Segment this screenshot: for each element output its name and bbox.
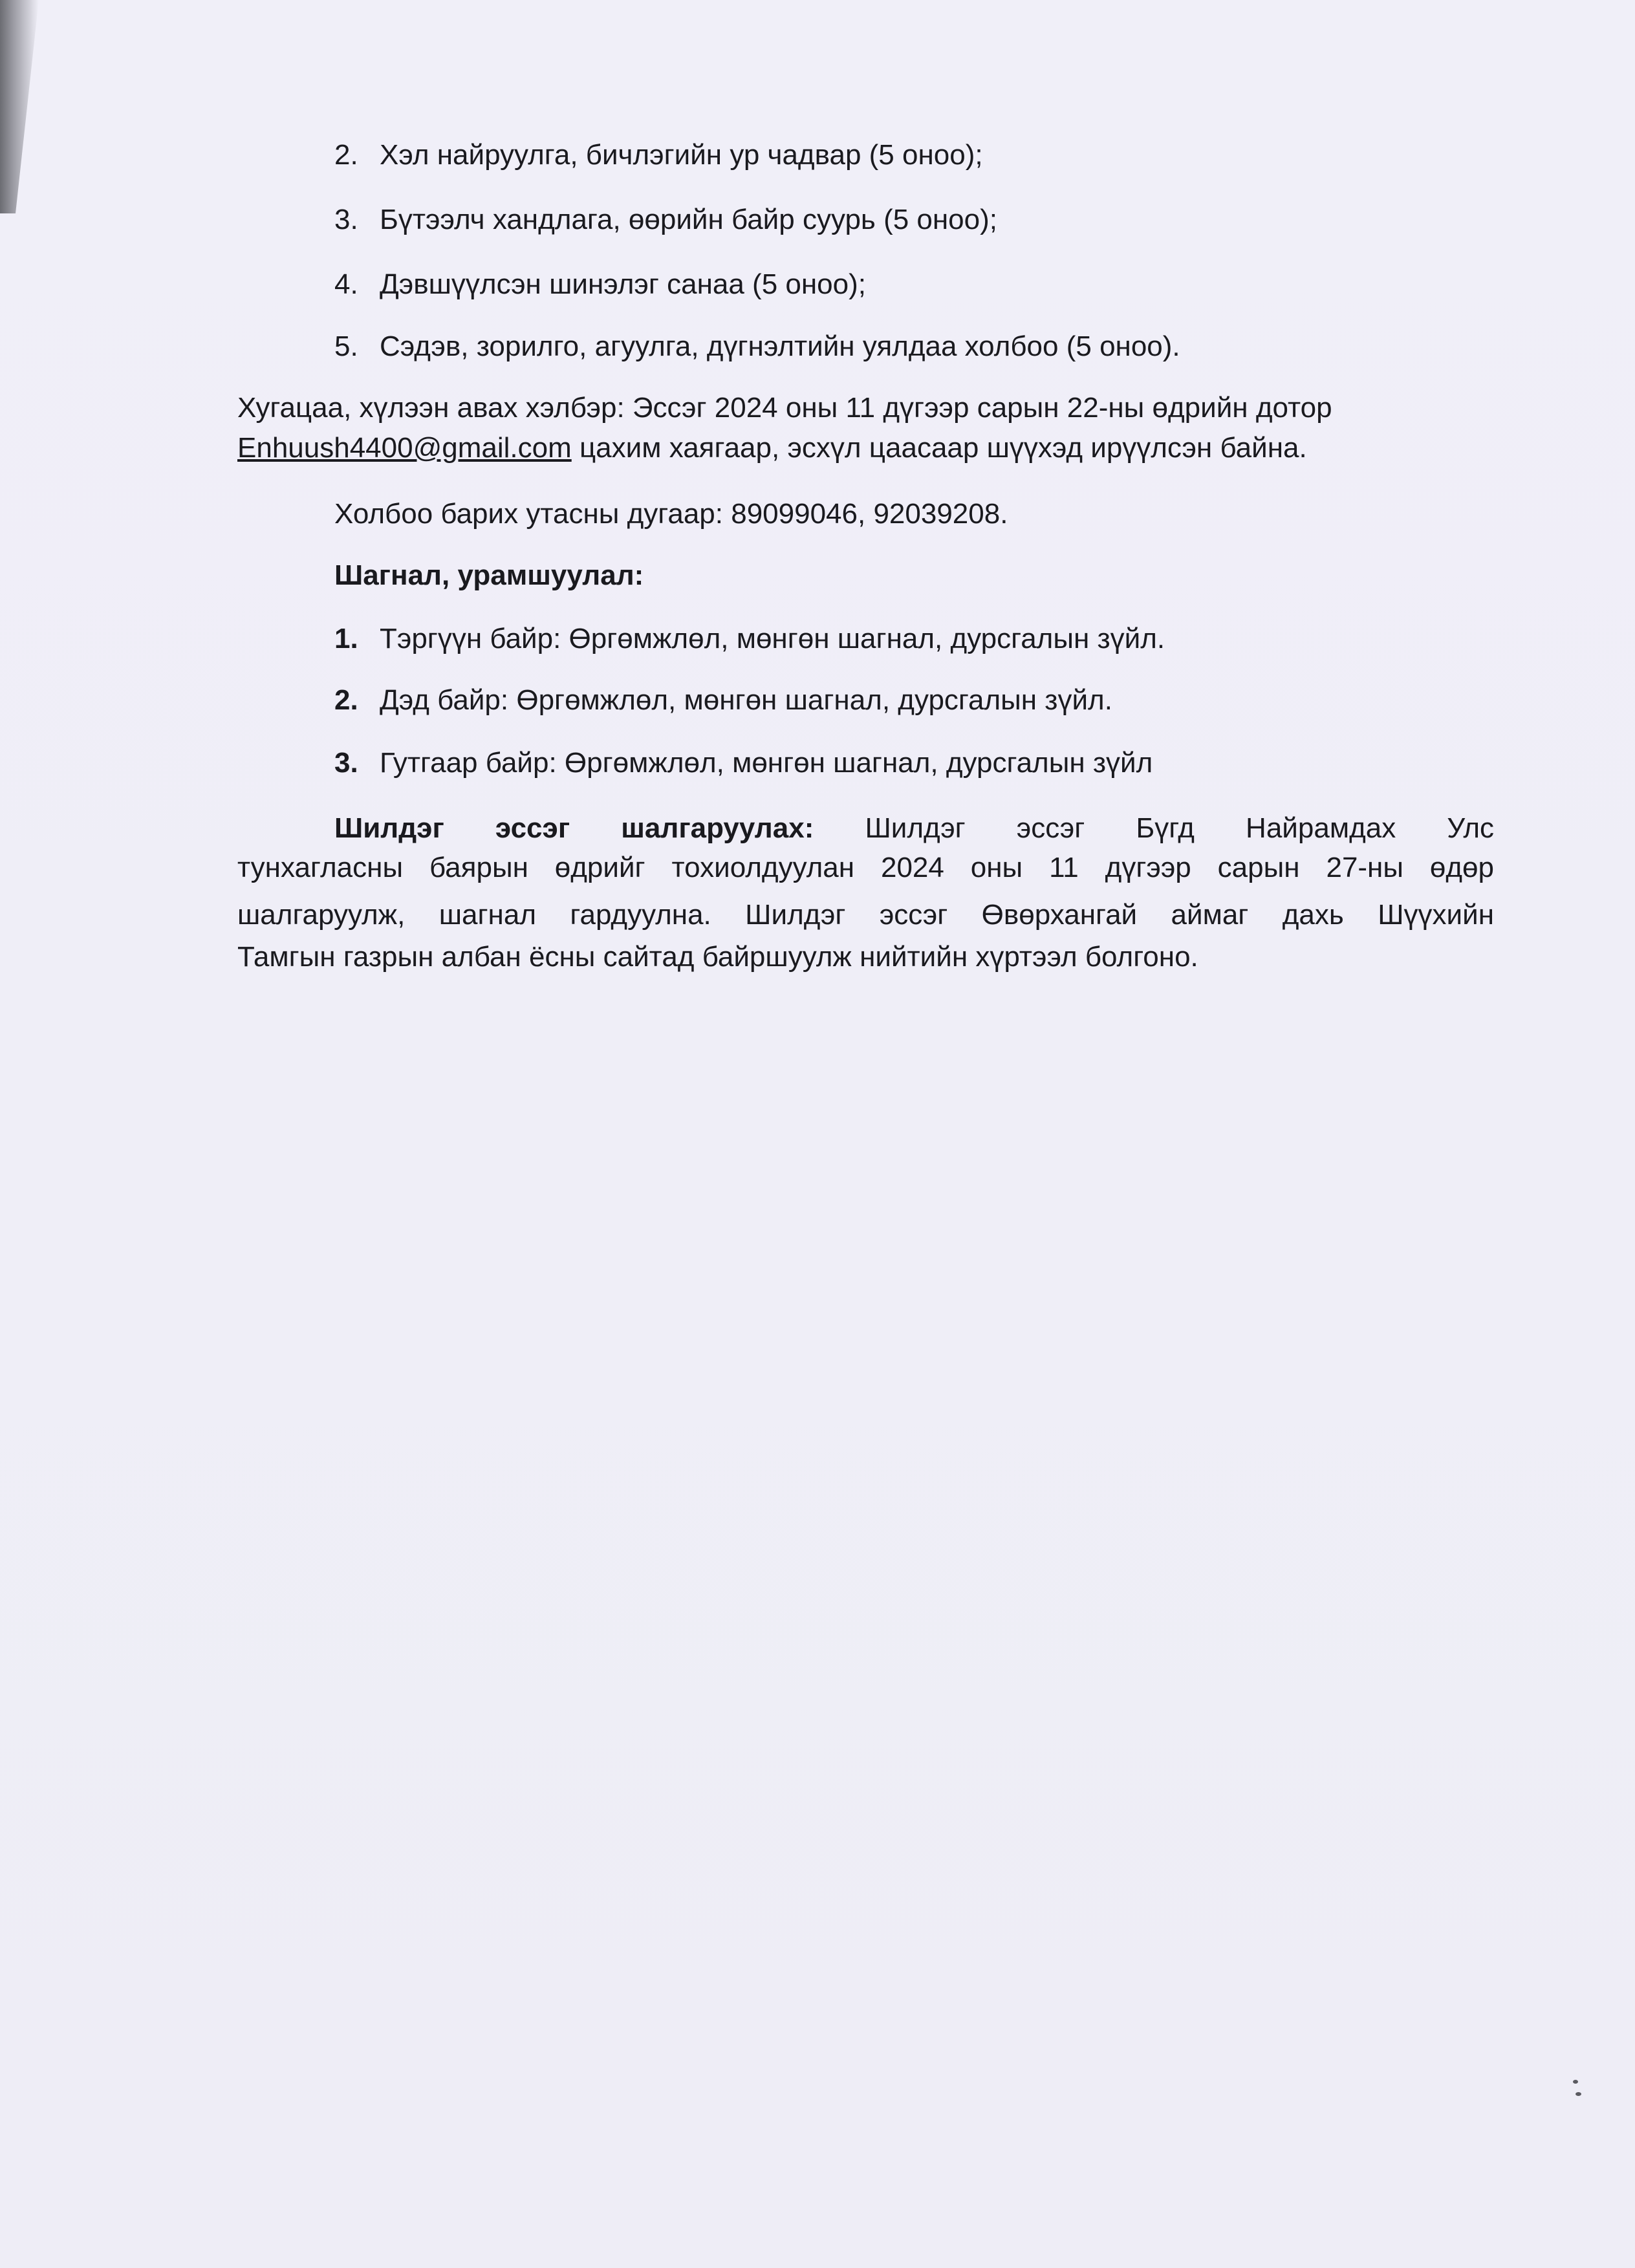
award-number: 1. — [334, 623, 358, 654]
criteria-number: 2. — [334, 139, 358, 171]
criteria-text: Бүтээлч хандлага, өөрийн байр суурь (5 оноо); — [380, 204, 998, 235]
selection-heading: Шилдэг эссэг шалгаруулах: — [334, 812, 814, 844]
criteria-item — [334, 137, 983, 173]
award-item — [334, 682, 1112, 718]
criteria-item — [334, 202, 997, 237]
email-link[interactable]: Enhuush4400@gmail.com — [237, 432, 572, 464]
criteria-text: Хэл найруулга, бичлэгийн ур чадвар (5 оноо); — [380, 139, 983, 171]
criteria-number: 4. — [334, 268, 358, 300]
criteria-item — [334, 266, 866, 302]
award-text: Дэд байр: Өргөмжлөл, мөнгөн шагнал, дурсгалын зүйл. — [380, 684, 1112, 716]
award-number: 2. — [334, 684, 358, 716]
criteria-item — [334, 329, 1180, 364]
selection-line-2: тунхагласны баярын өдрийг тохиолдуулан 2024 оны 11 дүгээр сарын 27-ны өдөр — [237, 852, 1494, 883]
criteria-number: 3. — [334, 204, 358, 235]
contact-phone: Холбоо барих утасны дугаар: 89099046, 92039208. — [334, 498, 1008, 530]
paper-speck — [1575, 2092, 1581, 2096]
award-item — [334, 745, 1153, 781]
award-text: Гутгаар байр: Өргөмжлөл, мөнгөн шагнал, дурсгалын зүйл — [380, 747, 1153, 779]
paper-speck — [1573, 2080, 1578, 2084]
criteria-text: Сэдэв, зорилго, агуулга, дүгнэлтийн уялдаа холбоо (5 оноо). — [380, 330, 1180, 362]
deadline-line-2 — [237, 430, 1307, 466]
deadline-line-2-rest: цахим хаягаар, эсхүл цаасаар шүүхэд ирүүлсэн байна. — [571, 432, 1307, 464]
criteria-text: Дэвшүүлсэн шинэлэг санаа (5 оноо); — [380, 268, 866, 300]
award-number: 3. — [334, 747, 358, 779]
award-text: Тэргүүн байр: Өргөмжлөл, мөнгөн шагнал, дурсгалын зүйл. — [380, 623, 1165, 654]
selection-line-3: шалгаруулж, шагнал гардуулна. Шилдэг эссэг Өвөрхангай аймаг дахь Шүүхийн — [237, 899, 1494, 931]
awards-heading: Шагнал, урамшуулал: — [334, 559, 644, 591]
selection-line-1 — [334, 810, 1494, 846]
criteria-number: 5. — [334, 330, 358, 362]
selection-line-1-rest: Шилдэг эссэг Бүгд Найрамдах Улс — [865, 812, 1494, 844]
award-item — [334, 621, 1165, 656]
deadline-line-1: Хугацаа, хүлээн авах хэлбэр: Эссэг 2024 оны 11 дүгээр сарын 22-ны өдрийн дотор — [237, 392, 1332, 424]
selection-line-4: Тамгын газрын албан ёсны сайтад байршуулж нийтийн хүртээл болгоно. — [237, 941, 1198, 973]
